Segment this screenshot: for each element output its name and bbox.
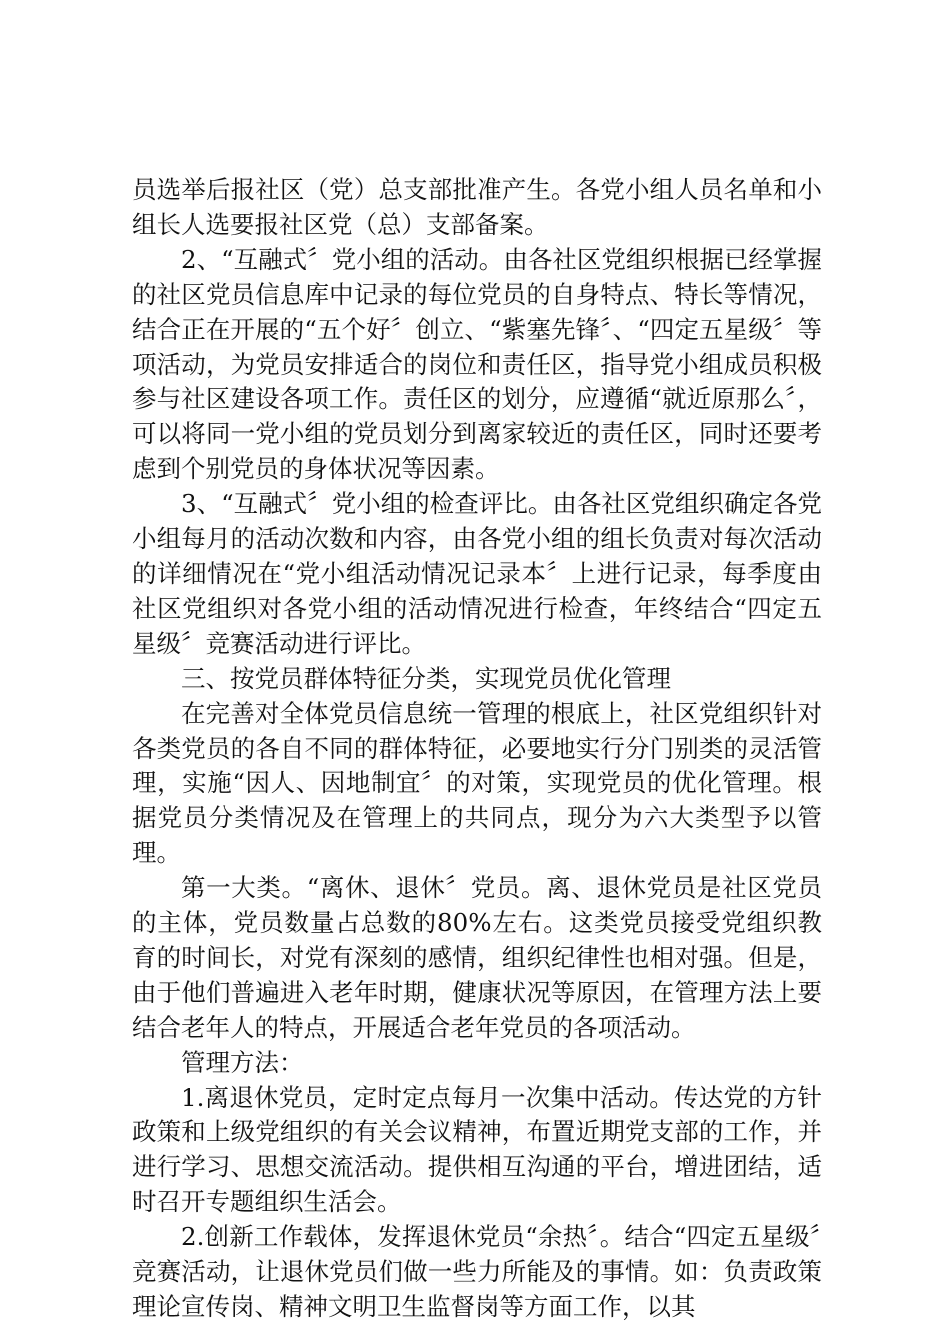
paragraph-method-one: 1.离退休党员，定时定点每月一次集中活动。传达党的方针政策和上级党组织的有关会议精神，布置近期党支部的工作，并进行学习、思想交流活动。提供相互沟通的平台，增进团结，适时召开专题组织生活会。 [132, 1082, 822, 1217]
paragraph-management-intro: 在完善对全体党员信息统一管理的根底上，社区党组织针对各类党员的各自不同的群体特征，必要地实行分门别类的灵活管理，实施“因人、因地制宜〞的对策，实现党员的优化管理。根据党员分类情况及在管理上的共同点，现分为六大类型予以管理。 [132, 698, 822, 868]
paragraph-methods-label: 管理方法： [181, 1047, 304, 1077]
document-body [132, 173, 822, 1325]
section-heading: 三、按党员群体特征分类，实现党员优化管理 [181, 663, 671, 693]
paragraph-category-one: 第一大类。“离休、退休〞党员。离、退休党员是社区党员的主体，党员数量占总数的80%左右。这类党员接受党组织教育的时间长，对党有深刻的感情，组织纪律性也相对强。但是，由于他们普遍进入老年时期，健康状况等原因，在管理方法上要结合老年人的特点，开展适合老年党员的各项活动。 [132, 873, 822, 1042]
paragraph-activities: 2、“互融式〞党小组的活动。由各社区党组织根据已经掌握的社区党员信息库中记录的每位党员的自身特点、特长等情况，结合正在开展的“五个好〞创立、“紫塞先锋〞、“四定五星级〞等项活动，为党员安排适合的岗位和责任区，指导党小组成员积极参与社区建设各项工作。责任区的划分，应遵循“就近原那么〞，可以将同一党小组的党员划分到离家较近的责任区，同时还要考虑到个别党员的身体状况等因素。 [132, 244, 822, 484]
paragraph-continuation: 员选举后报社区（党）总支部批准产生。各党小组人员名单和小组长人选要报社区党（总）支部备案。 [132, 175, 822, 239]
paragraph-method-two: 2.创新工作载体，发挥退休党员“余热〞。结合“四定五星级〞竞赛活动，让退休党员们做一些力所能及的事情。如：负责政策理论宣传岗、精神文明卫生监督岗等方面工作，以其 [132, 1222, 822, 1321]
paragraph-inspection: 3、“互融式〞党小组的检查评比。由各社区党组织确定各党小组每月的活动次数和内容，由各党小组的组长负责对每次活动的详细情况在“党小组活动情况记录本〞上进行记录，每季度由社区党组织对各党小组的活动情况进行检查，年终结合“四定五星级〞竞赛活动进行评比。 [132, 489, 822, 658]
